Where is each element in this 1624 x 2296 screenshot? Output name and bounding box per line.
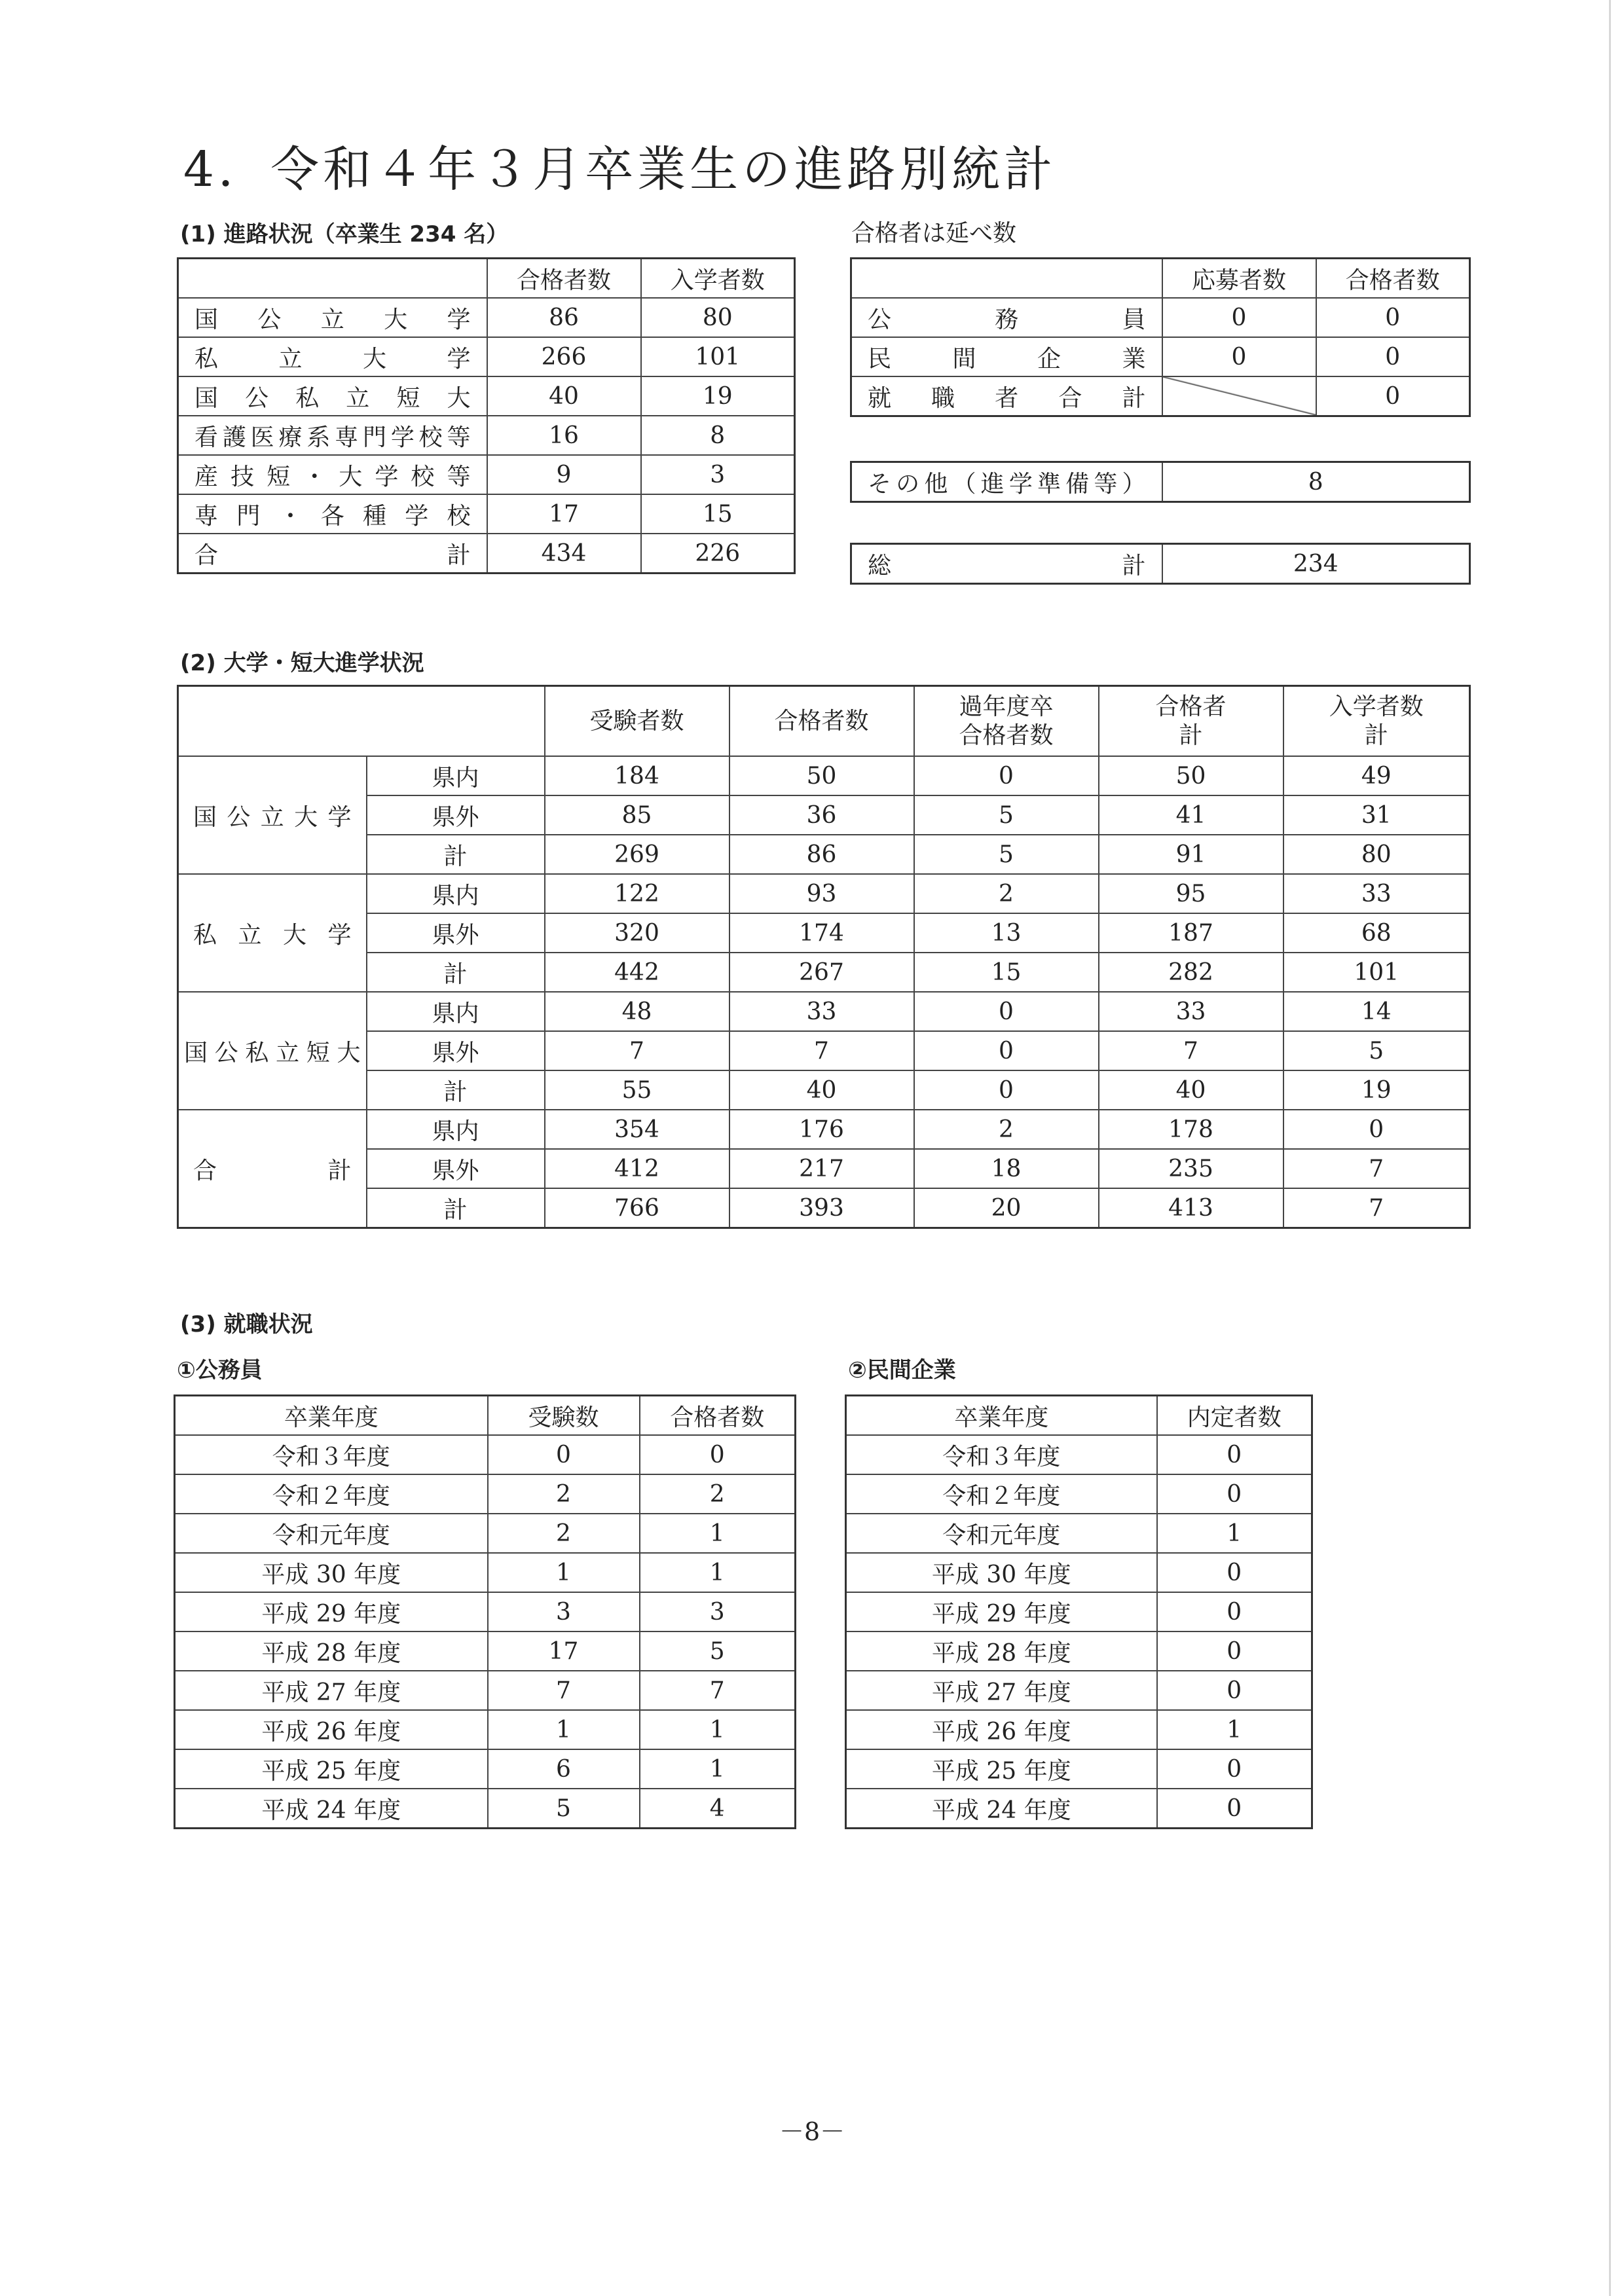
table-row [851,337,1470,376]
table-header-row [851,259,1470,299]
cell-value: 178 [1099,1110,1283,1149]
cell-value: 18 [914,1149,1099,1188]
column-header: 合格者数 [640,1396,796,1436]
cell-value: 4 [640,1789,796,1829]
group-label: 国公私立短大 [178,992,367,1110]
cell-value: 33 [1283,874,1470,913]
table-row [175,1671,796,1710]
course-status-table [177,257,796,574]
column-header: 受験者数 [545,686,729,757]
table-row [178,1070,1470,1110]
header-blank-cell [178,686,545,757]
table-row [175,1789,796,1829]
section-2-heading: (2) 大学・短大進学状況 [180,650,424,676]
row-label: 専門・各種学校 [178,494,487,534]
cell-value: 320 [545,913,729,953]
cell-value: 17 [488,1631,640,1671]
table-row [178,1188,1470,1228]
table-row [846,1710,1312,1749]
row-label: 総計 [851,544,1162,584]
table-row [178,455,795,494]
table-row [846,1474,1312,1514]
cell-value: 5 [640,1631,796,1671]
table-row [846,1553,1312,1592]
cell-value: 413 [1099,1188,1283,1228]
cell-value: 0 [1316,337,1470,376]
year-cell: 令和元年度 [175,1514,488,1553]
cell-value: 766 [545,1188,729,1228]
row-label: 公務員 [851,298,1162,337]
table-row [175,1514,796,1553]
private-company-table [845,1394,1313,1829]
table-header-row [178,686,1470,757]
cell-value: 1 [640,1553,796,1592]
table-row [851,462,1470,502]
page-number: －8－ [779,2117,845,2146]
employment-summary-table [850,257,1471,417]
year-cell: 令和３年度 [846,1435,1157,1474]
public-service-table [174,1394,796,1829]
diagonal-slash-cell [1162,376,1316,416]
column-header: 合格者数 [487,259,641,299]
cell-value: 235 [1099,1149,1283,1188]
row-label: 合計 [178,534,487,574]
cell-value: 48 [545,992,729,1031]
table-row [846,1435,1312,1474]
table-row [178,835,1470,874]
cell-value: 0 [1157,1789,1312,1829]
university-admission-table [177,685,1471,1229]
cell-value: 0 [1316,298,1470,337]
cell-value: 5 [914,795,1099,835]
cell-value: 7 [545,1031,729,1070]
cell-value: 50 [729,756,914,795]
cell-value: 3 [641,455,795,494]
cell-value: 0 [914,1031,1099,1070]
cell-value: 19 [1283,1070,1470,1110]
year-cell: 平成 24 年度 [846,1789,1157,1829]
cell-value: 2 [914,874,1099,913]
cell-value: 3 [640,1592,796,1631]
sub-label: 県内 [367,1110,545,1149]
cell-value: 0 [1157,1474,1312,1514]
column-header: 入学者数 計 [1283,686,1470,757]
table-row [175,1435,796,1474]
table-row [175,1631,796,1671]
table-row [178,298,795,337]
cell-value: 86 [487,298,641,337]
table-row [178,1031,1470,1070]
cell-value: 0 [1316,376,1470,416]
cell-value: 412 [545,1149,729,1188]
cell-value: 176 [729,1110,914,1149]
table-row [846,1514,1312,1553]
cell-value: 1 [488,1710,640,1749]
table-row [846,1671,1312,1710]
table-row [178,1149,1470,1188]
cell-value: 86 [729,835,914,874]
cell-value: 50 [1099,756,1283,795]
cell-value: 16 [487,416,641,455]
sub-label: 県内 [367,874,545,913]
cell-value: 0 [1162,298,1316,337]
sub-label: 計 [367,1070,545,1110]
cell-value: 19 [641,376,795,416]
year-cell: 令和３年度 [175,1435,488,1474]
table-row [178,376,795,416]
cell-value: 0 [1157,1553,1312,1592]
column-header: 卒業年度 [175,1396,488,1436]
cell-value: 7 [1099,1031,1283,1070]
other-table [850,461,1471,503]
cell-value: 85 [545,795,729,835]
cell-value: 122 [545,874,729,913]
year-cell: 令和元年度 [846,1514,1157,1553]
table-row [178,913,1470,953]
cell-value: 0 [488,1435,640,1474]
cell-value: 5 [488,1789,640,1829]
cell-value: 9 [487,455,641,494]
table-row [178,756,1470,795]
row-label: 看護医療系専門学校等 [178,416,487,455]
cell-value: 95 [1099,874,1283,913]
table-row [851,544,1470,584]
cell-value: 49 [1283,756,1470,795]
cell-value: 0 [1157,1671,1312,1710]
cell-value: 1 [640,1514,796,1553]
table-row [178,953,1470,992]
cell-value: 1 [640,1749,796,1789]
year-cell: 平成 28 年度 [175,1631,488,1671]
year-cell: 平成 26 年度 [175,1710,488,1749]
group-label: 国公立大学 [178,756,367,874]
cell-value: 267 [729,953,914,992]
table-row [175,1553,796,1592]
cell-value: 91 [1099,835,1283,874]
column-header: 合格者数 [729,686,914,757]
cell-value: 7 [640,1671,796,1710]
cell-value: 80 [1283,835,1470,874]
section-3-heading: (3) 就職状況 [180,1311,313,1338]
group-label: 私立大学 [178,874,367,992]
table-row [178,494,795,534]
cell-value: 40 [487,376,641,416]
cell-value: 14 [1283,992,1470,1031]
cell-value: 5 [1283,1031,1470,1070]
table-row [175,1749,796,1789]
year-cell: 平成 25 年度 [846,1749,1157,1789]
column-header: 応募者数 [1162,259,1316,299]
table-row [851,376,1470,416]
cell-value: 0 [914,1070,1099,1110]
table-row [178,795,1470,835]
year-cell: 令和２年度 [175,1474,488,1514]
table-row [178,1110,1470,1149]
sub-label: 県外 [367,795,545,835]
table-row [178,874,1470,913]
cell-value: 13 [914,913,1099,953]
year-cell: 平成 24 年度 [175,1789,488,1829]
cell-value: 0 [1157,1631,1312,1671]
table-header-row [175,1396,796,1436]
table-row [178,992,1470,1031]
year-cell: 令和２年度 [846,1474,1157,1514]
year-cell: 平成 29 年度 [175,1592,488,1631]
table-row [846,1749,1312,1789]
year-cell: 平成 25 年度 [175,1749,488,1789]
page-title: 4．令和４年３月卒業生の進路別統計 [183,141,1057,198]
row-label: 民間企業 [851,337,1162,376]
cell-value: 1 [1157,1710,1312,1749]
sub-label: 県内 [367,992,545,1031]
page-edge-shadow [1609,0,1611,2296]
cell-value: 31 [1283,795,1470,835]
year-cell: 平成 28 年度 [846,1631,1157,1671]
cell-value: 5 [914,835,1099,874]
cell-value: 217 [729,1149,914,1188]
row-label: 国公立大学 [178,298,487,337]
column-header: 内定者数 [1157,1396,1312,1436]
cell-value: 187 [1099,913,1283,953]
cell-value: 442 [545,953,729,992]
grand-total-table [850,543,1471,585]
cell-value: 1 [1157,1514,1312,1553]
table-row [175,1710,796,1749]
cell-value: 80 [641,298,795,337]
cell-value: 269 [545,835,729,874]
sub-label: 計 [367,953,545,992]
sub-label: 県外 [367,913,545,953]
cell-value: 393 [729,1188,914,1228]
year-cell: 平成 30 年度 [175,1553,488,1592]
cell-value: 8 [641,416,795,455]
table-row [178,416,795,455]
cell-value: 174 [729,913,914,953]
cell-value: 36 [729,795,914,835]
sub-label: 県外 [367,1149,545,1188]
table-row [846,1631,1312,1671]
column-header: 合格者 計 [1099,686,1283,757]
cell-value: 434 [487,534,641,574]
cell-value: 266 [487,337,641,376]
table-row [846,1789,1312,1829]
cell-value: 2 [914,1110,1099,1149]
year-cell: 平成 30 年度 [846,1553,1157,1592]
sub-label: 県内 [367,756,545,795]
cell-value: 1 [640,1710,796,1749]
table-row [175,1474,796,1514]
cell-value: 0 [1157,1592,1312,1631]
cell-value: 0 [914,992,1099,1031]
cell-value: 7 [1283,1188,1470,1228]
sub-label: 県外 [367,1031,545,1070]
section-1-note: 合格者は延べ数 [851,220,1017,247]
sub-label: 計 [367,1188,545,1228]
row-label: 私立大学 [178,337,487,376]
private-company-heading: ②民間企業 [848,1357,956,1383]
cell-value: 0 [1157,1435,1312,1474]
cell-value: 55 [545,1070,729,1110]
year-cell: 平成 27 年度 [175,1671,488,1710]
cell-value: 101 [1283,953,1470,992]
column-header: 卒業年度 [846,1396,1157,1436]
cell-value: 184 [545,756,729,795]
cell-value: 40 [729,1070,914,1110]
cell-value: 2 [488,1474,640,1514]
public-service-heading: ①公務員 [177,1357,263,1383]
cell-value: 33 [729,992,914,1031]
cell-value: 40 [1099,1070,1283,1110]
year-cell: 平成 27 年度 [846,1671,1157,1710]
cell-value: 20 [914,1188,1099,1228]
column-header: 過年度卒 合格者数 [914,686,1099,757]
cell-value: 234 [1162,544,1470,584]
row-label: 就職者合計 [851,376,1162,416]
cell-value: 0 [1283,1110,1470,1149]
cell-value: 15 [641,494,795,534]
cell-value: 41 [1099,795,1283,835]
cell-value: 282 [1099,953,1283,992]
cell-value: 3 [488,1592,640,1631]
cell-value: 68 [1283,913,1470,953]
column-header: 入学者数 [641,259,795,299]
group-label: 合計 [178,1110,367,1228]
cell-value: 101 [641,337,795,376]
cell-value: 2 [640,1474,796,1514]
cell-value: 17 [487,494,641,534]
year-cell: 平成 26 年度 [846,1710,1157,1749]
cell-value: 15 [914,953,1099,992]
cell-value: 0 [1162,337,1316,376]
table-row [178,337,795,376]
cell-value: 226 [641,534,795,574]
table-row [846,1592,1312,1631]
header-blank-cell [851,259,1162,299]
cell-value: 7 [1283,1149,1470,1188]
cell-value: 1 [488,1553,640,1592]
sub-label: 計 [367,835,545,874]
table-row [851,298,1470,337]
cell-value: 2 [488,1514,640,1553]
row-label: 国公私立短大 [178,376,487,416]
cell-value: 354 [545,1110,729,1149]
table-header-row [178,259,795,299]
row-label: 産技短・大学校等 [178,455,487,494]
cell-value: 93 [729,874,914,913]
cell-value: 7 [488,1671,640,1710]
year-cell: 平成 29 年度 [846,1592,1157,1631]
cell-value: 7 [729,1031,914,1070]
table-row [175,1592,796,1631]
cell-value: 0 [1157,1749,1312,1789]
table-row-total [178,534,795,574]
cell-value: 33 [1099,992,1283,1031]
header-blank-cell [178,259,487,299]
table-header-row [846,1396,1312,1436]
column-header: 受験数 [488,1396,640,1436]
cell-value: 6 [488,1749,640,1789]
column-header: 合格者数 [1316,259,1470,299]
cell-value: 8 [1162,462,1470,502]
section-1-heading: (1) 進路状況（卒業生 234 名） [180,221,509,247]
cell-value: 0 [640,1435,796,1474]
row-label: その他（進学準備等） [851,462,1162,502]
cell-value: 0 [914,756,1099,795]
